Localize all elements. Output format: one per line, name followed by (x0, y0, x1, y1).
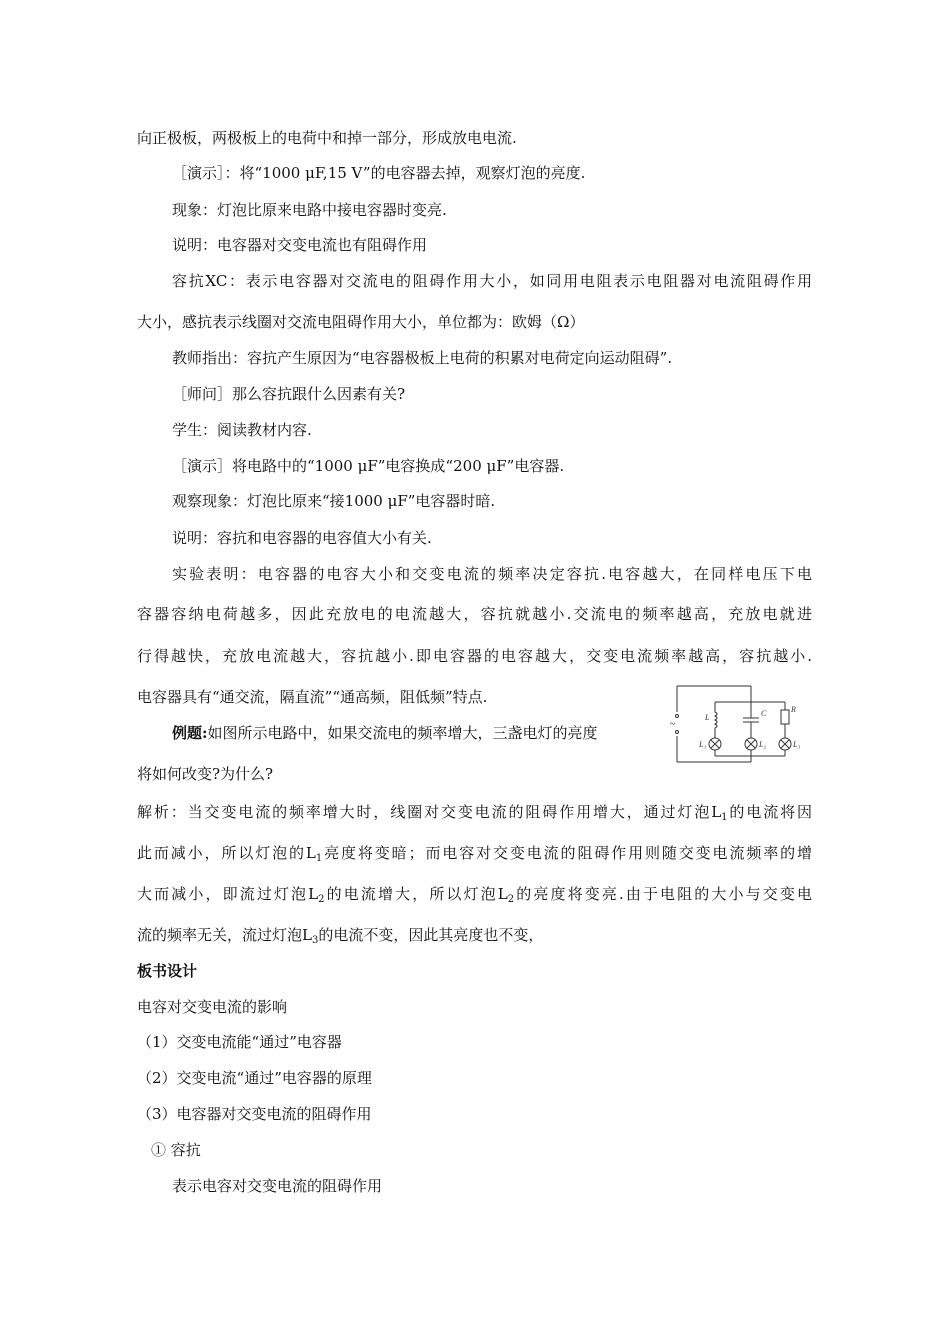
lamp-2-label: L₂ (759, 740, 767, 749)
capacitor-label: C (761, 709, 767, 718)
paragraph-line: ［师问］那么容抗跟什么因素有关? (172, 385, 406, 403)
lamp-1-label: L₁ (699, 740, 707, 749)
analysis-line (137, 843, 812, 869)
subscript: 2 (507, 894, 515, 905)
analysis-text: 的亮度将变亮.由于电阻的大小与交变电 (514, 885, 812, 903)
paragraph-line: 观察现象：灯泡比原来“接1000 μF”电容器时暗. (172, 492, 496, 510)
example-line-2: 将如何改变?为什么? (137, 765, 274, 783)
paragraph-line: 学生：阅读教材内容. (172, 421, 312, 439)
board-line: 电容对交变电流的影响 (137, 998, 288, 1016)
subscript: 1 (721, 812, 728, 823)
example-label: 例题: (172, 724, 208, 742)
paragraph-line: 向正极板，两极板上的电荷中和掉一部分，形成放电电流. (137, 129, 517, 147)
resistor-label: R (791, 705, 796, 714)
paragraph-line: 容器容纳电荷越多，因此充放电的电流越大，容抗就越小.交流电的频率越高，充放电就进 (137, 605, 812, 623)
subscript: 3 (311, 935, 319, 946)
paragraph-line: 现象：灯泡比原来电路中接电容器时变亮. (172, 201, 447, 219)
analysis-text: 解析：当交变电流的频率增大时，线圈对交变电流的阻碍作用增大，通过灯泡L (137, 803, 722, 821)
ac-source-label: ~ (670, 719, 676, 730)
analysis-text: 的电流将因 (727, 803, 812, 821)
paragraph-line: 实验表明：电容器的电容大小和交变电流的频率决定容抗.电容越大，在同样电压下电 (172, 565, 812, 583)
board-line: ① 容抗 (151, 1141, 201, 1159)
example-line (172, 723, 598, 743)
board-line: 表示电容对交变电流的阻碍作用 (172, 1177, 383, 1195)
inductor-label: L (705, 713, 710, 722)
paragraph-line: 教师指出：容抗产生原因为“电容器极板上电荷的积累对电荷定向运动阻碍”. (172, 349, 673, 367)
circuit-diagram (663, 676, 807, 772)
board-line: （1）交变电流能“通过”电容器 (137, 1033, 342, 1051)
subscript: 2 (318, 894, 325, 905)
analysis-text: 的电流增大，所以灯泡L (324, 885, 508, 903)
analysis-line (137, 802, 812, 828)
paragraph-line: 电容器具有“通交流，隔直流”“通高频，阻低频”特点. (137, 688, 488, 706)
board-line: （2）交变电流“通过”电容器的原理 (137, 1069, 372, 1087)
analysis-line (137, 925, 543, 951)
subscript: 1 (315, 853, 323, 864)
analysis-text: 的电流不变，因此其亮度也不变， (318, 926, 544, 944)
board-line: （3）电容器对交变电流的阻碍作用 (137, 1105, 372, 1123)
paragraph-line: 容抗XC：表示电容器对交流电的阻碍作用大小，如同用电阻表示电阻器对电流阻碍作用 (172, 272, 812, 290)
paragraph-line: 大小，感抗表示线圈对交流电阻碍作用大小，单位都为：欧姆（Ω） (137, 313, 585, 331)
paragraph-line: ［演示］：将“1000 μF,15 V”的电容器去掉，观察灯泡的亮度. (172, 164, 586, 182)
analysis-line (137, 884, 812, 910)
analysis-text: 亮度将变暗；而电容对交变电流的阻碍作用则随交变电流频率的增 (322, 844, 812, 862)
analysis-text: 流的频率无关，流过灯泡L (137, 926, 312, 944)
paragraph-line: 说明：电容器对交变电流也有阻碍作用 (172, 236, 428, 254)
analysis-text: 大而减小，即流过灯泡L (137, 885, 319, 903)
paragraph-line: ［演示］将电路中的“1000 μF”电容换成“200 μF”电容器. (172, 457, 565, 475)
paragraph-line: 行得越快，充放电流越大，容抗越小.即电容器的电容越大，交变电流频率越高，容抗越小. (137, 647, 812, 665)
section-heading: 板书设计 (137, 962, 198, 980)
lamp-3-label: L₃ (793, 740, 801, 749)
analysis-text: 此而减小，所以灯泡的L (137, 844, 316, 862)
example-text: 如图所示电路中，如果交流电的频率增大，三盏电灯的亮度 (207, 724, 598, 742)
paragraph-line: 说明：容抗和电容器的电容值大小有关. (172, 529, 432, 547)
